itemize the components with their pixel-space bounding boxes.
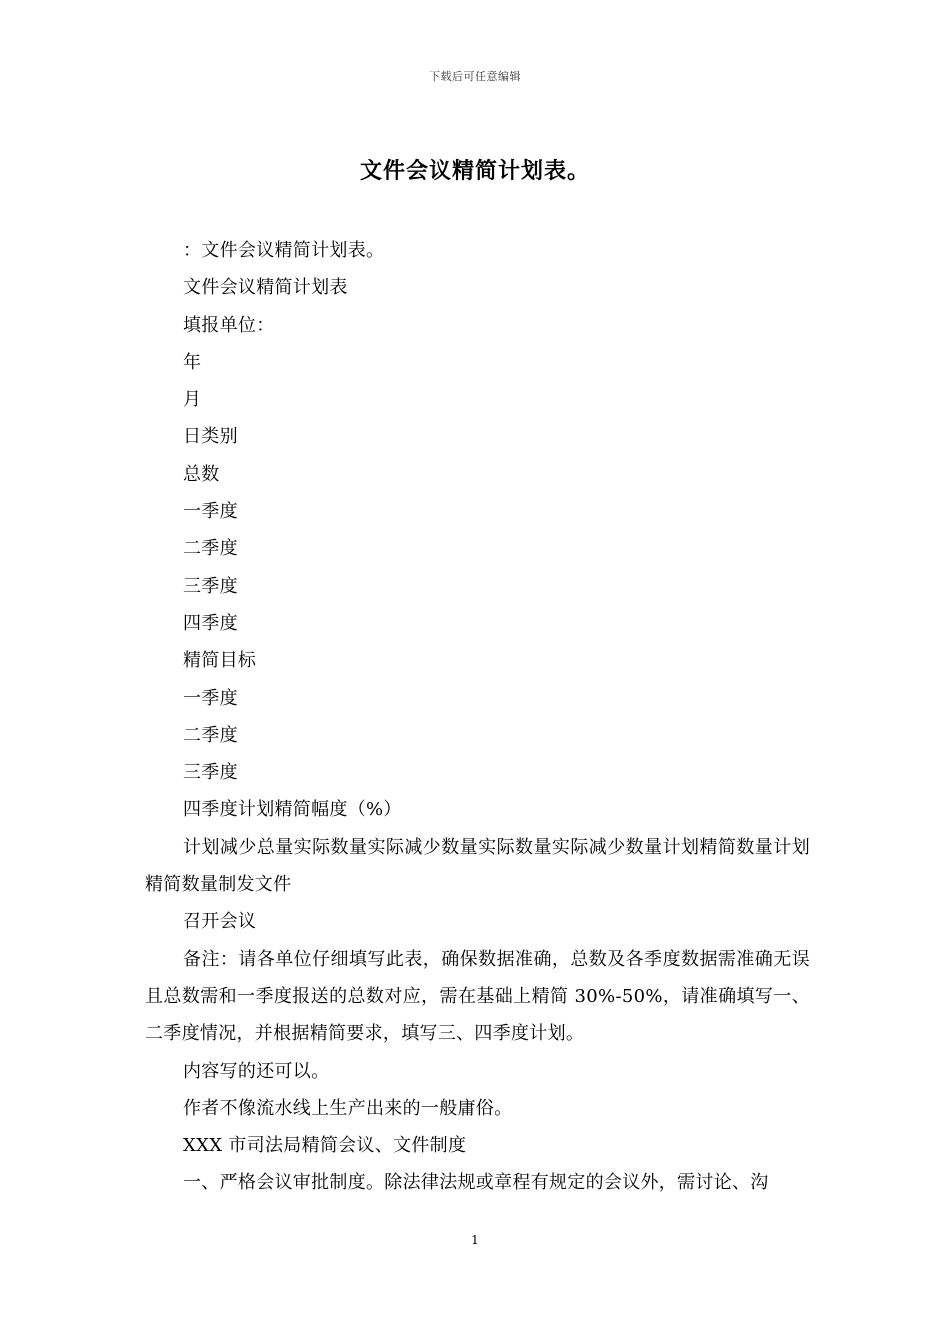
paragraph: 三季度: [183, 762, 238, 784]
paragraph: 计划减少总量实际数量实际减少数量实际数量实际减少数量计划精简数量计划精简数量制发文件: [145, 836, 810, 896]
paragraph: 二季度: [183, 538, 238, 560]
paragraph: 年: [183, 351, 202, 373]
paragraph: 内容写的还可以。: [183, 1060, 330, 1082]
paragraph: 一季度: [183, 501, 238, 523]
paragraph: 一季度: [183, 687, 238, 709]
document-body: [145, 232, 810, 1202]
paragraph: 三季度: [183, 575, 238, 597]
paragraph: 召开会议: [183, 911, 257, 933]
paragraph: 总数: [183, 463, 220, 485]
header-note: 下载后可任意编辑: [429, 70, 521, 83]
paragraph: 四季度计划精简幅度（%）: [183, 799, 402, 821]
paragraph: 四季度: [183, 612, 238, 634]
paragraph: 备注：请各单位仔细填写此表，确保数据准确，总数及各季度数据需准确无误且总数需和一季度报送的总数对应，需在基础上精简 30%-50%，请准确填写一、二季度情况，并根据精简要求，填写三、四季度计划。: [145, 948, 810, 1045]
document-title: 文件会议精简计划表。: [359, 158, 590, 184]
paragraph: 文件会议精简计划表: [183, 277, 348, 299]
paragraph: 二季度: [183, 724, 238, 746]
paragraph: 日类别: [183, 426, 238, 448]
paragraph: 一、严格会议审批制度。除法律法规或章程有规定的会议外，需讨论、沟: [183, 1172, 769, 1194]
paragraph: 月: [183, 389, 202, 411]
page-number: 1: [471, 1233, 479, 1247]
paragraph: 填报单位：: [183, 314, 275, 336]
paragraph: 精简目标: [183, 650, 257, 672]
paragraph: XXX 市司法局精简会议、文件制度: [183, 1135, 467, 1157]
paragraph: ：文件会议精简计划表。: [183, 240, 385, 261]
paragraph: 作者不像流水线上生产出来的一般庸俗。: [183, 1097, 513, 1119]
